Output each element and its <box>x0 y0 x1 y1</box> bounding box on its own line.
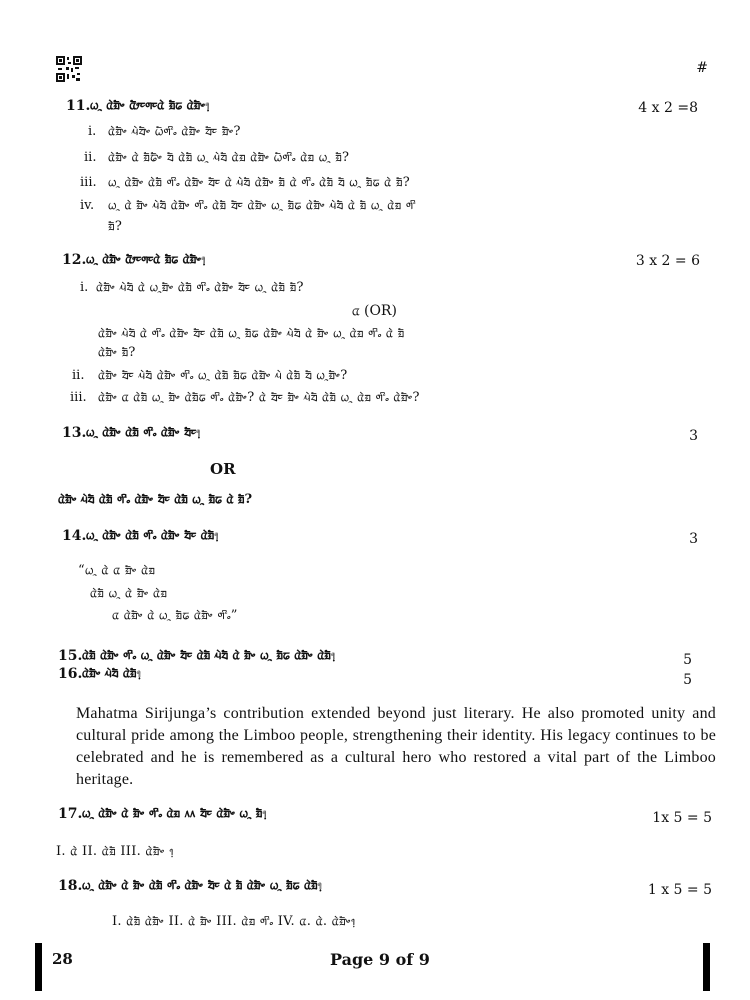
question-17-instruction: ᤐᤳ ᤂᤧᤀᤠᤴ ᤂᤧ ᤀᤠᤴ ᤛᤡᤱ ᤂᤧᤀ ᥈᥈ ᤔᤠᤰ ᤂᤧᤀᤠᤴ ᤐᤳ ᤀᤠ᥄ <box>82 806 267 821</box>
q13-alternative-question: ᤂᤧᤀᤠᤴ ᤘᤧᤔᤠ ᤂᤧᤀᤠ ᤛᤡᤱ ᤂᤧᤀᤠᤴ ᤔᤠᤰ ᤂᤧᤀᤠ ᤐᤳ ᤀᤠᤒ ᤂᤧ ᤀᤠ? <box>58 492 253 507</box>
question-12-number: 12. <box>62 252 87 268</box>
q14-quote-line: ᤂ ᤂᤧᤀᤠᤴ ᤂᤧ ᤐᤳ ᤀᤠᤒ ᤂᤧᤀᤠᤴ ᤛᤡᤱ” <box>112 608 238 623</box>
q14-quote-line: ᤂᤧᤀᤠ ᤐᤳ ᤂᤧ ᤀᤠᤴ ᤂᤧᤀ <box>90 586 168 601</box>
q11-item-text: ᤂᤧᤀᤠᤴ ᤂᤧ ᤀᤠᤒᤠᤴ ᤔᤠ ᤂᤧᤀᤠ ᤐᤳ ᤘᤧᤔᤠ ᤂᤧᤀ ᤂᤧᤀᤠᤴ ᤐᤠᤛᤡᤱ ᤂᤧᤀ ᤐᤳ ᤀᤠ? <box>108 150 350 165</box>
q18-options: I. ᤂᤧᤀᤠ ᤂᤧᤀᤠᤴ II. ᤂᤧ ᤀᤠᤴ III. ᤂᤧᤀ ᤛᤡᤱ IV. ᤂ. ᤂᤧ. ᤂᤧᤀᤠᤴ᥄ <box>112 914 356 929</box>
question-13-instruction: ᤐᤳ ᤂᤧᤀᤠᤴ ᤂᤧᤀᤠ ᤛᤡᤱ ᤂᤧᤀᤠᤴ ᤔᤠᤰ᥄ <box>86 425 201 440</box>
question-16-instruction: ᤂᤧᤀᤠᤴ ᤘᤧᤔᤠ ᤂᤧᤀᤠ᥄ <box>82 666 141 681</box>
q14-quote-line: “ᤐᤳ ᤂᤧ ᤂ ᤀᤠᤴ ᤂᤧᤀ <box>78 563 156 578</box>
q12-item-number: ii. <box>72 368 85 383</box>
qr-code <box>56 56 82 82</box>
question-18-marks: 1 x 5 = 5 <box>647 882 712 898</box>
q11-item-text: ᤐᤳ ᤂᤧ ᤀᤠᤴ ᤘᤧᤔᤠ ᤂᤧᤀᤠᤴ ᤛᤡᤱ ᤂᤧᤀᤠ ᤔᤠᤰ ᤂᤧᤀᤠᤴ ᤐᤳ ᤀᤠᤒ ᤂᤧᤀᤠᤴ ᤘᤧᤔᤠ ᤂᤧ ᤀᤠ ᤐᤳ ᤂᤧᤀ ᤛᤡ <box>108 198 416 213</box>
question-14-number: 14. <box>62 528 87 544</box>
q11-item-number: i. <box>88 124 97 139</box>
page-marker: # <box>696 60 708 76</box>
question-12-instruction: ᤐᤳ ᤂᤧᤀᤠᤴ ᤂᤥᤰᤛᤰᤂᤧ ᤀᤠᤒ ᤂᤧᤀᤠᤴ᥄ <box>86 252 206 267</box>
question-18-instruction: ᤐᤳ ᤂᤧᤀᤠᤴ ᤂᤧ ᤀᤠᤴ ᤂᤧᤀᤠ ᤛᤡᤱ ᤂᤧᤀᤠᤴ ᤔᤠᤰ ᤂᤧ ᤀᤠ ᤂᤧᤀᤠᤴ ᤐᤳ ᤀᤠᤒ ᤂᤧᤀᤠ᥄ <box>82 878 322 893</box>
question-16-marks: 5 <box>683 672 692 688</box>
q11-item-number: iv. <box>80 198 95 213</box>
question-15-number: 15. <box>58 648 83 664</box>
q12-item-text: ᤂᤧᤀᤠᤴ ᤂ ᤂᤧᤀᤠ ᤐᤳ ᤀᤠᤴ ᤂᤧᤀᤠᤒ ᤛᤡᤱ ᤂᤧᤀᤠᤴ? ᤂᤧ ᤔᤠᤰ ᤀᤠᤴ ᤘᤧᤔᤠ ᤂᤧᤀᤠ ᤐᤳ ᤂᤧᤀ ᤛᤡᤱ ᤂᤧᤀᤠᤴ? <box>98 390 420 405</box>
question-13-number: 13. <box>62 425 87 441</box>
question-17-marks: 1x 5 = 5 <box>652 810 712 826</box>
q12-item-number: i. <box>80 280 89 295</box>
left-margin-bar <box>35 943 42 991</box>
question-14-marks: 3 <box>689 531 698 547</box>
q11-item-number: iii. <box>80 175 97 190</box>
q12-or-label: ᤂ (OR) <box>352 303 397 319</box>
question-14-instruction: ᤐᤳ ᤂᤧᤀᤠᤴ ᤂᤧᤀᤠ ᤛᤡᤱ ᤂᤧᤀᤠᤴ ᤔᤠᤰ ᤂᤧᤀᤠ᥄ <box>86 528 219 543</box>
question-12-marks: 3 x 2 = 6 <box>635 253 700 269</box>
question-11-number: 11. <box>66 98 91 114</box>
page-footer-code: 28 <box>52 950 73 968</box>
question-11-marks: 4 x 2 =8 <box>638 100 698 116</box>
q12-item-text: ᤂᤧᤀᤠᤴ ᤔᤠᤰ ᤘᤧᤔᤠ ᤂᤧᤀᤠᤴ ᤛᤡᤱ ᤐᤳ ᤂᤧᤀᤠ ᤀᤠᤒ ᤂᤧᤀᤠᤴ ᤘᤧ ᤂᤧᤀᤠ ᤔᤠ ᤐᤳᤀᤠᤴ? <box>98 368 348 383</box>
question-13-marks: 3 <box>689 428 698 444</box>
q12-alternative-text-continued: ᤂᤧᤀᤠᤴ ᤀᤠ? <box>98 345 136 360</box>
q11-item-number: ii. <box>84 150 97 165</box>
question-15-marks: 5 <box>683 652 692 668</box>
question-17-number: 17. <box>58 806 83 822</box>
q11-item-text: ᤐᤳ ᤂᤧᤀᤠᤴ ᤂᤧᤀᤠ ᤛᤡᤱ ᤂᤧᤀᤠᤴ ᤔᤠᤰ ᤂᤧ ᤘᤧᤔᤠ ᤂᤧᤀᤠᤴ ᤀᤠ ᤂᤧ ᤛᤡᤱ ᤂᤧᤀᤠ ᤔᤠ ᤐᤳ ᤀᤠᤒ ᤂᤧ ᤀᤠ? <box>108 175 410 190</box>
question-15-instruction: ᤂᤧᤀᤠ ᤂᤧᤀᤠᤴ ᤛᤡᤱ ᤐᤳ ᤂᤧᤀᤠᤴ ᤔᤠᤰ ᤂᤧᤀᤠ ᤘᤧᤔᤠ ᤂᤧ ᤀᤠᤴ ᤐᤳ ᤀᤠᤒ ᤂᤧᤀᤠᤴ ᤂᤧᤀᤠ᥄ <box>82 648 336 663</box>
q13-or-label: OR <box>210 460 236 478</box>
q11-item-text: ᤂᤧᤀᤠᤴ ᤘᤧᤔᤠᤴ ᤐᤠᤛᤡᤱ ᤂᤧᤀᤠᤴ ᤔᤠᤰ ᤀᤠᤴ? <box>108 124 241 139</box>
q12-alternative-text: ᤂᤧᤀᤠᤴ ᤘᤧᤔᤠ ᤂᤧ ᤛᤡᤱ ᤂᤧᤀᤠᤴ ᤔᤠᤰ ᤂᤧᤀᤠ ᤐᤳ ᤀᤠᤒ ᤂᤧᤀᤠᤴ ᤘᤧᤔᤠ ᤂᤧ ᤀᤠᤴ ᤐᤳ ᤂᤧᤀ ᤛᤡᤱ ᤂᤧ ᤀᤠ <box>98 326 405 341</box>
q11-item-text-continued: ᤀᤠ? <box>108 219 123 234</box>
page-number: Page 9 of 9 <box>330 950 430 969</box>
right-margin-bar <box>703 943 710 991</box>
question-11-instruction: ᤐᤳ ᤂᤧᤀᤠᤴ ᤂᤥᤰᤛᤰᤂᤧ ᤀᤠᤒ ᤂᤧᤀᤠᤴ᥄ <box>90 98 210 113</box>
question-18-number: 18. <box>58 878 83 894</box>
question-16-number: 16. <box>58 666 83 682</box>
q16-passage: Mahatma Sirijunga’s contribution extended beyond just literary. He also promoted unity and cultural pride among the Limboo people, strengthening their identity. His legacy continues to be celebrated and he is remembered as a cultural hero who restored a vital part of the Limboo heritage. <box>76 705 716 788</box>
q17-options: I. ᤂᤧ II. ᤂᤧᤀᤠ III. ᤂᤧᤀᤠᤴ ᥄ <box>56 844 174 859</box>
q12-item-number: iii. <box>70 390 87 405</box>
q12-item-text: ᤂᤧᤀᤠᤴ ᤘᤧᤔᤠ ᤂᤧ ᤐᤳᤀᤠᤴ ᤂᤧᤀᤠ ᤛᤡᤱ ᤂᤧᤀᤠᤴ ᤔᤠᤰ ᤐᤳ ᤂᤧᤀᤠ ᤀᤠ? <box>96 280 304 295</box>
